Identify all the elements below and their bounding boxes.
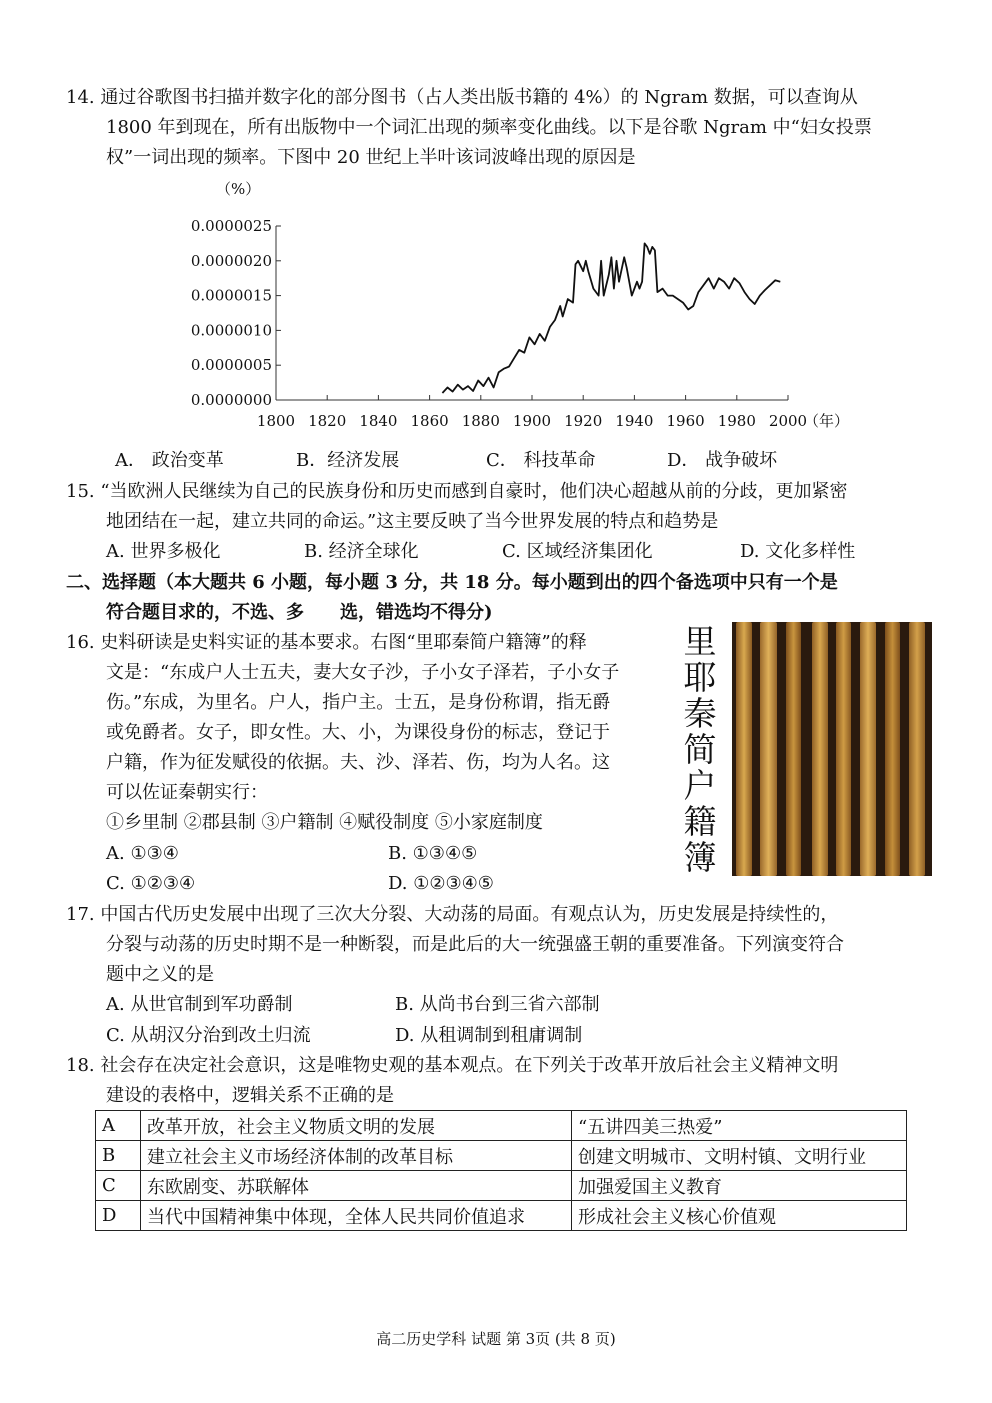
- row-key: B: [96, 1141, 141, 1171]
- q18-table: [95, 1110, 907, 1231]
- q16-line-3: 伤。”东成，为里名。户人，指户主。士五，是身份称谓，指无爵: [106, 692, 611, 713]
- x-tick-label: 1800: [256, 412, 296, 430]
- q14-line-1: 14. 通过谷歌图书扫描并数字化的部分图书（占人类出版书籍的 4%）的 Ngram 数据，可以查询从: [66, 87, 858, 108]
- row-cause: 东欧剧变、苏联解体: [141, 1171, 572, 1201]
- q16-line-5: 户籍，作为征发赋役的依据。夫、沙、泽若、伤，均为人名。这: [106, 752, 610, 773]
- row-cause: 改革开放，社会主义物质文明的发展: [141, 1111, 572, 1141]
- q16-option-b[interactable]: B. ①③④⑤: [388, 843, 478, 864]
- q17-option-a[interactable]: A. 从世官制到军功爵制: [106, 994, 293, 1015]
- series: [442, 243, 780, 393]
- x-tick-label: 1900: [512, 412, 552, 430]
- y-tick-label: 0.0000020: [190, 251, 272, 270]
- bamboo-slips-photo: [732, 622, 932, 876]
- q16-line-2: 文是：“东成户人士五夫，妻大女子沙，子小女子泽若，子小女子: [106, 662, 620, 683]
- table-row[interactable]: [96, 1171, 907, 1201]
- row-effect: “五讲四美三热爱”: [572, 1111, 907, 1141]
- row-effect: 加强爱国主义教育: [572, 1171, 907, 1201]
- row-cause: 当代中国精神集中体现，全体人民共同价值追求: [141, 1201, 572, 1231]
- section2-heading-line-2: 符合题目求的，不选、多 选，错选均不得分): [106, 602, 493, 623]
- q16-option-c[interactable]: C. ①②③④: [106, 873, 196, 894]
- x-tick-label: 1980: [717, 412, 756, 430]
- row-effect: 形成社会主义核心价值观: [572, 1201, 907, 1231]
- ngram-series-line: [442, 243, 780, 393]
- y-tick-label: 0.0000015: [190, 286, 272, 305]
- q17-option-b[interactable]: B. 从尚书台到三省六部制: [395, 994, 600, 1015]
- q16-option-d[interactable]: D. ①②③④⑤: [388, 873, 494, 894]
- y-tick-label: 0.0000000: [190, 391, 272, 409]
- page-footer: 高二历史学科 试题 第 3页 (共 8 页): [376, 1330, 616, 1348]
- q15-option-c[interactable]: C. 区域经济集团化: [502, 541, 653, 562]
- y-unit-label: （%）: [216, 180, 261, 198]
- q14-line-2: 1800 年到现在，所有出版物中一个词汇出现的频率变化曲线。以下是谷歌 Ngram 中“妇女投票: [106, 117, 872, 138]
- q17-line-2: 分裂与动荡的历史时期不是一种断裂，而是此后的大一统强盛王朝的重要准备。下列演变符合: [106, 934, 844, 955]
- q18-line-2: 建设的表格中，逻辑关系不正确的是: [106, 1085, 394, 1106]
- q17-option-c[interactable]: C. 从胡汉分治到改土归流: [106, 1025, 311, 1046]
- x-tick-label: 1960: [666, 412, 705, 430]
- ngram-line-chart: [180, 178, 860, 434]
- table-row[interactable]: [96, 1111, 907, 1141]
- y-tick-label: 0.0000010: [190, 321, 272, 340]
- row-effect: 创建文明城市、文明村镇、文明行业: [572, 1141, 907, 1171]
- row-key: C: [96, 1171, 141, 1201]
- x-tick-label: 1840: [359, 412, 398, 430]
- q15-option-a[interactable]: A. 世界多极化: [106, 541, 221, 562]
- q15-line-2: 地团结在一起，建立共同的命运。”这主要反映了当今世界发展的特点和趋势是: [106, 511, 719, 532]
- x-tick-label: 1920: [564, 412, 603, 430]
- q17-option-d[interactable]: D. 从租调制到租庸调制: [395, 1025, 583, 1046]
- x-tick-label: 1880: [461, 412, 500, 430]
- q14-option-c[interactable]: C． 科技革命: [486, 450, 596, 471]
- x-tick-label: 1940: [615, 412, 654, 430]
- x-axis: [257, 395, 849, 430]
- q14-option-a[interactable]: A． 政治变革: [115, 450, 224, 471]
- q14-line-3: 权”一词出现的频率。下图中 20 世纪上半叶该词波峰出现的原因是: [106, 147, 636, 168]
- q16-line-1: 16. 史料研读是史料实证的基本要求。右图“里耶秦简户籍簿”的释: [66, 632, 587, 653]
- bamboo-slips-title: 里耶秦简户籍簿: [683, 622, 717, 877]
- q16-line-6: 可以佐证秦朝实行：: [106, 782, 268, 803]
- y-tick-label: 0.0000005: [190, 356, 272, 375]
- row-key: D: [96, 1201, 141, 1231]
- table-row[interactable]: [96, 1201, 907, 1231]
- row-key: A: [96, 1111, 141, 1141]
- q16-option-a[interactable]: A. ①③④: [106, 843, 179, 864]
- q17-line-1: 17. 中国古代历史发展中出现了三次大分裂、大动荡的局面。有观点认为，历史发展是持续性的，: [66, 904, 839, 925]
- q15-option-d[interactable]: D. 文化多样性: [740, 541, 856, 562]
- q15-line-1: 15. “当欧洲人民继续为自己的民族身份和历史而感到自豪时，他们决心超越从前的分歧，更加紧密: [66, 481, 848, 502]
- x-tick-label: 1860: [410, 412, 449, 430]
- q16-line-7: ①乡里制 ②郡县制 ③户籍制 ④赋役制度 ⑤小家庭制度: [106, 812, 543, 833]
- q14-option-d[interactable]: D． 战争破坏: [667, 450, 778, 471]
- q17-line-3: 题中之义的是: [106, 964, 214, 985]
- x-unit-label: （年）: [804, 412, 850, 430]
- q14-option-b[interactable]: B．经济发展: [296, 450, 400, 471]
- q15-option-b[interactable]: B. 经济全球化: [304, 541, 419, 562]
- q18-line-1: 18. 社会存在决定社会意识，这是唯物史观的基本观点。在下列关于改革开放后社会主义精神文明: [66, 1055, 839, 1076]
- row-cause: 建立社会主义市场经济体制的改革目标: [141, 1141, 572, 1171]
- section2-heading-line-1: 二、选择题（本大题共 6 小题，每小题 3 分，共 18 分。每小题到出的四个备选项中只有一个是: [66, 572, 838, 593]
- y-tick-label: 0.0000025: [190, 217, 272, 235]
- table-row[interactable]: [96, 1141, 907, 1171]
- x-tick-label: 2000: [768, 412, 808, 430]
- x-tick-label: 1820: [308, 412, 347, 430]
- y-axis: [191, 217, 281, 409]
- q16-line-4: 或免爵者。女子，即女性。大、小，为课役身份的标志，登记于: [106, 722, 610, 743]
